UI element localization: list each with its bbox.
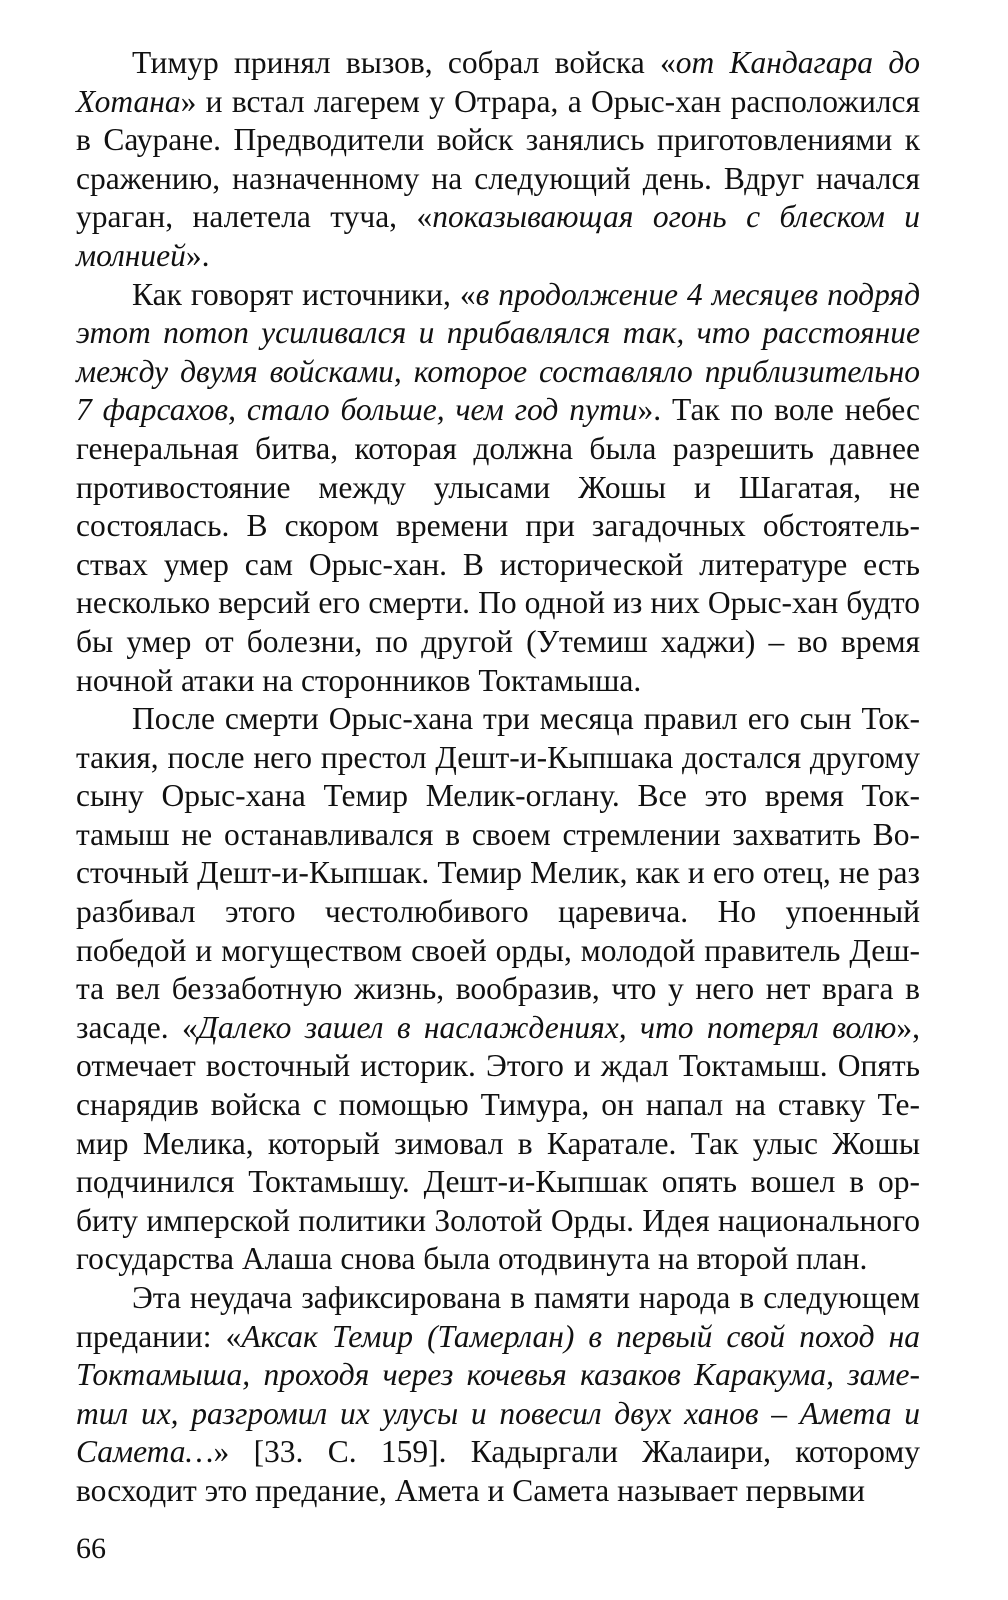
paragraph-1 [76,44,920,276]
quote-segment: показывающая огонь с блеском и молнией [76,199,920,273]
text-segment: », отмечает восточный историк. Этого и ждал Токтамыш. Опять снарядив войска с помощью Тимура, он напал на ставку Темир Мелика, который зимовал в Каратале. Так улыс Жошы подчинился Токтамышу. Дешт-и-Кыпшак опять вошел в орбиту имперской политики Золотой Орды. Идея национального государства Алаша снова была отодвинута на второй план. [76,1009,920,1277]
quote-segment: Далеко зашел в наслаждениях, что потерял волю [197,1009,897,1045]
text-segment: После смерти Орыс-хана три месяца правил его сын Токтакия, после него престол Дешт-и-Кыпшака достался другому сыну Орыс-хана Темир Мелик-оглану. Все это время Токтамыш не останавливался в своем стремлении захватить Восточный Дешт-и-Кыпшак. Темир Мелик, как и его отец, не раз разбивал этого честолюбивого царевича. Но упоенный победой и могуществом своей орды, молодой правитель Дешта вел беззаботную жизнь, вообразив, что у него нет врага в засаде. « [76,701,920,1045]
paragraph-2 [76,276,920,701]
page-body [76,44,920,1511]
text-segment: Эта неудача зафиксирована в памяти народа в следующем предании: « [76,1280,920,1354]
page-number: 66 [76,1532,106,1565]
text-segment: ». Так по воле небес генеральная битва, которая должна была разрешить давнее противостояние между улысами Жошы и Шагатая, не состоялась. В скором времени при загадочных обстоятельствах умер сам Орыс-хан. В исторической литературе есть несколько версий его смерти. По одной из них Орыс-хан будто бы умер от болезни, по другой (Утемиш хаджи) – во время ночной атаки на сторонников Токтамыша. [76,392,920,698]
quote-segment: от Кандагара до Хотана [76,45,921,119]
paragraph-3 [76,700,920,1279]
text-segment: » [33. С. 159]. Кадыргали Жалаири, которому восходит это предание, Амета и Самета называет первыми [76,1434,920,1508]
paragraph-4 [76,1279,920,1511]
text-segment: ». [185,237,210,273]
text-segment: Тимур принял вызов, собрал войска « [132,45,676,80]
text-segment: Как говорят источники, « [132,276,476,312]
quote-segment: в продолжение 4 месяцев подряд этот потоп усиливался и прибавлялся так, что расстояние между двумя войсками, которое составляло приблизительно 7 фарсахов, стало больше, чем год пути [76,276,921,428]
quote-segment: Аксак Темир (Тамерлан) в первый свой поход на Токтамыша, проходя через кочевья казаков Каракума, заметил их, разгромил их улусы и повесил двух ханов – Амета и Самета… [76,1318,920,1470]
text-segment: » и встал лагерем у Отрара, а Орыс-хан расположился в Сауране. Предводители войск занялись приготовлениями к сражению, назначенному на следующий день. Вдруг начался ураган, налетела туча, « [76,83,920,235]
